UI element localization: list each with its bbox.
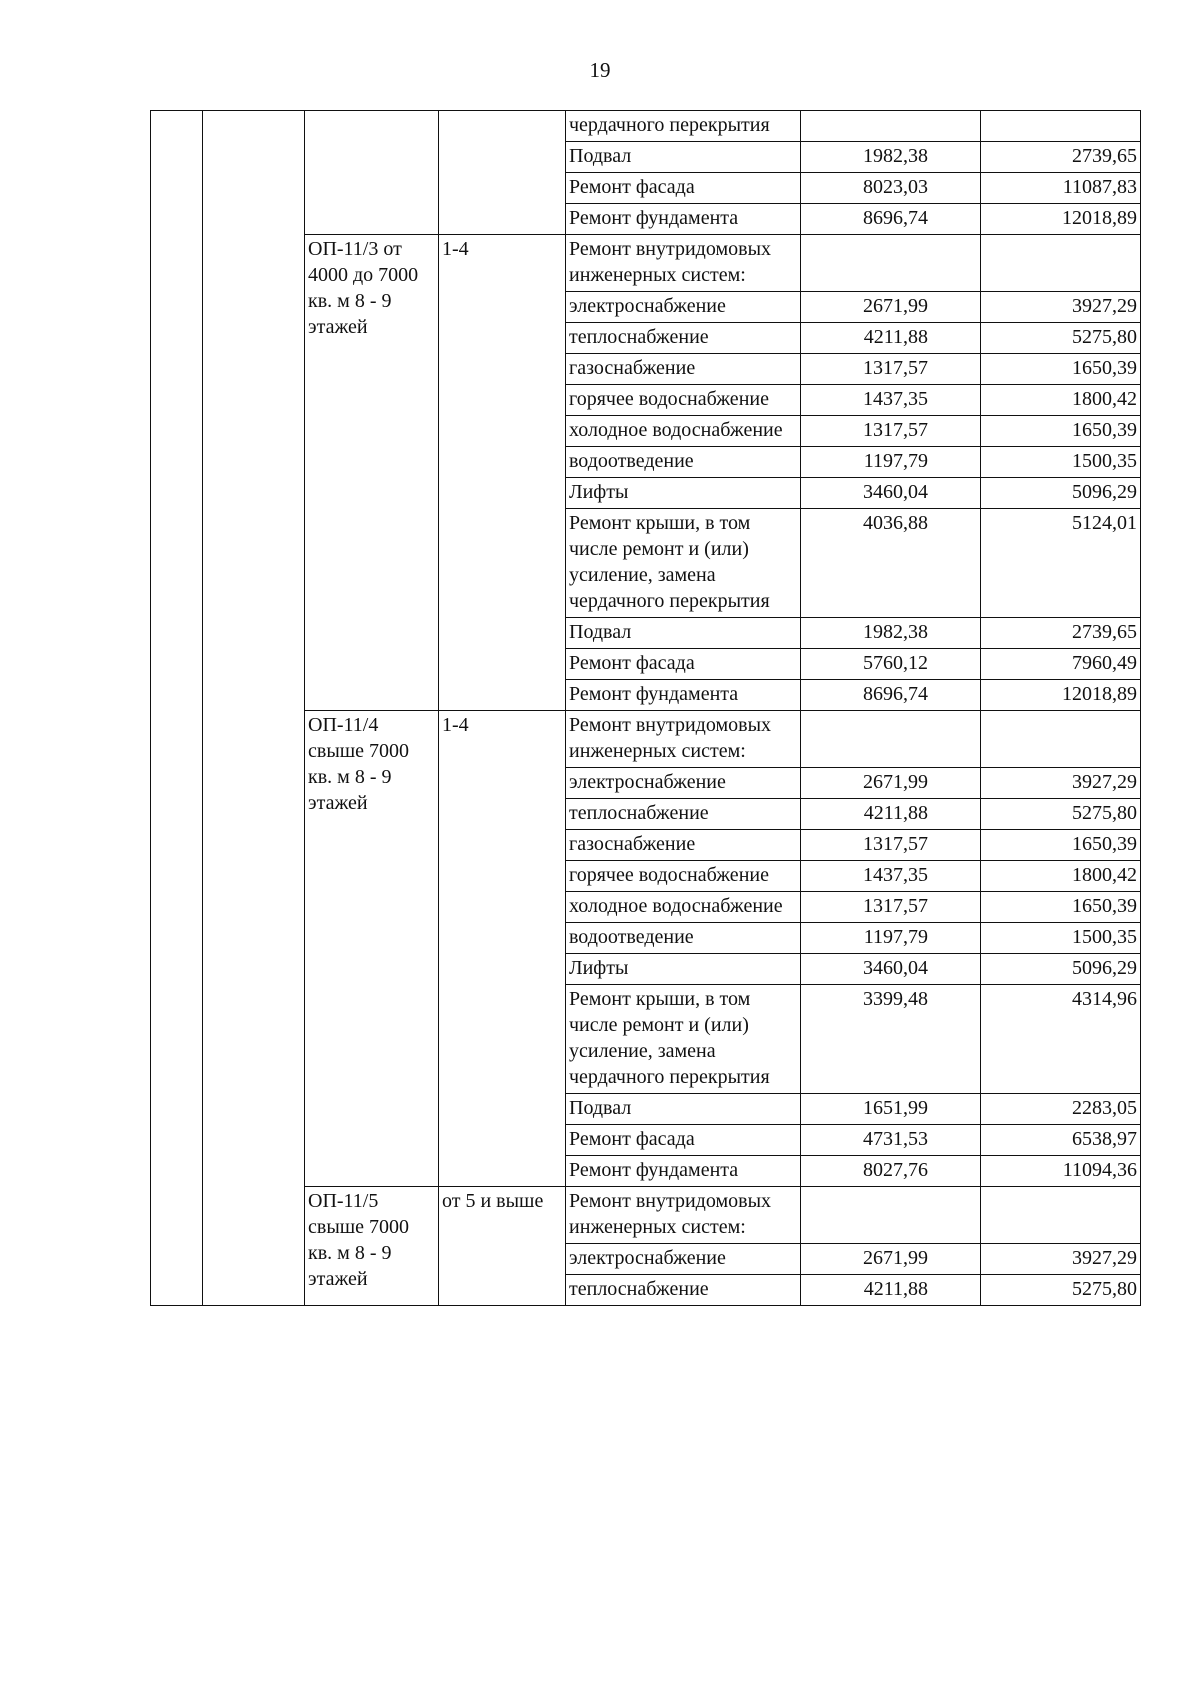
cost-value-2: 3927,29 [981, 768, 1141, 799]
cost-value-2: 1500,35 [981, 447, 1141, 478]
object-type-cell [305, 111, 439, 235]
cost-value-1: 1317,57 [801, 830, 981, 861]
cost-value-1: 3460,04 [801, 478, 981, 509]
work-type-cell: Подвал [566, 142, 801, 173]
work-type-cell: Ремонт фасада [566, 1125, 801, 1156]
cost-value-2: 1650,39 [981, 416, 1141, 447]
cost-value-1: 1197,79 [801, 923, 981, 954]
work-type-cell: чердачного перекрытия [566, 111, 801, 142]
cost-value-2: 5096,29 [981, 478, 1141, 509]
cost-value-1: 4211,88 [801, 323, 981, 354]
work-type-cell: газоснабжение [566, 354, 801, 385]
floors-cell: от 5 и выше [439, 1187, 566, 1306]
object-type-cell: ОП-11/5 свыше 7000 кв. м 8 - 9 этажей [305, 1187, 439, 1306]
work-type-cell: холодное водоснабжение [566, 416, 801, 447]
floors-cell: 1-4 [439, 235, 566, 711]
cost-value-1: 4036,88 [801, 509, 981, 618]
work-type-cell: Лифты [566, 954, 801, 985]
cost-value-2: 5275,80 [981, 799, 1141, 830]
object-type-cell: ОП-11/4 свыше 7000 кв. м 8 - 9 этажей [305, 711, 439, 1187]
cost-value-1: 1317,57 [801, 892, 981, 923]
work-type-cell: водоотведение [566, 923, 801, 954]
cost-value-2: 1650,39 [981, 830, 1141, 861]
cost-value-2 [981, 235, 1141, 292]
work-type-cell: водоотведение [566, 447, 801, 478]
work-type-cell: горячее водоснабжение [566, 861, 801, 892]
cost-value-2 [981, 711, 1141, 768]
cost-value-2 [981, 111, 1141, 142]
cost-value-1: 3460,04 [801, 954, 981, 985]
cost-value-2: 1800,42 [981, 385, 1141, 416]
cost-value-1 [801, 1187, 981, 1244]
work-type-cell: электроснабжение [566, 768, 801, 799]
cost-value-1 [801, 235, 981, 292]
floors-cell [439, 111, 566, 235]
cost-value-1: 2671,99 [801, 292, 981, 323]
work-type-cell: Ремонт внутридомовых инженерных систем: [566, 1187, 801, 1244]
cost-value-2: 5275,80 [981, 1275, 1141, 1306]
cost-value-2: 1650,39 [981, 892, 1141, 923]
cost-value-1: 1982,38 [801, 142, 981, 173]
cost-value-1: 8696,74 [801, 680, 981, 711]
cost-value-2: 6538,97 [981, 1125, 1141, 1156]
work-type-cell: Подвал [566, 1094, 801, 1125]
work-type-cell: электроснабжение [566, 1244, 801, 1275]
cost-value-1 [801, 711, 981, 768]
empty-column-1 [151, 111, 203, 1306]
cost-value-2: 5096,29 [981, 954, 1141, 985]
work-type-cell: Ремонт фундамента [566, 680, 801, 711]
work-type-cell: Ремонт внутридомовых инженерных систем: [566, 711, 801, 768]
cost-value-2: 12018,89 [981, 204, 1141, 235]
cost-value-1: 8023,03 [801, 173, 981, 204]
work-type-cell: Подвал [566, 618, 801, 649]
cost-value-1: 3399,48 [801, 985, 981, 1094]
cost-value-1: 8027,76 [801, 1156, 981, 1187]
cost-value-2: 11087,83 [981, 173, 1141, 204]
cost-value-1: 1437,35 [801, 385, 981, 416]
work-type-cell: теплоснабжение [566, 799, 801, 830]
object-type-cell: ОП-11/3 от 4000 до 7000 кв. м 8 - 9 этажей [305, 235, 439, 711]
cost-value-2: 2283,05 [981, 1094, 1141, 1125]
table-row [151, 111, 1141, 142]
work-type-cell: Ремонт внутридомовых инженерных систем: [566, 235, 801, 292]
cost-value-1 [801, 111, 981, 142]
cost-value-1: 2671,99 [801, 768, 981, 799]
cost-value-2: 1800,42 [981, 861, 1141, 892]
cost-value-2: 3927,29 [981, 1244, 1141, 1275]
work-type-cell: Ремонт крыши, в том числе ремонт и (или) усиление, замена чердачного перекрытия [566, 509, 801, 618]
cost-value-1: 1317,57 [801, 416, 981, 447]
cost-value-2: 5124,01 [981, 509, 1141, 618]
cost-value-2: 1650,39 [981, 354, 1141, 385]
work-type-cell: Ремонт фундамента [566, 1156, 801, 1187]
cost-value-1: 5760,12 [801, 649, 981, 680]
cost-value-2: 7960,49 [981, 649, 1141, 680]
cost-value-1: 1317,57 [801, 354, 981, 385]
cost-value-2: 3927,29 [981, 292, 1141, 323]
page-number: 19 [589, 58, 611, 82]
work-type-cell: Ремонт фасада [566, 649, 801, 680]
cost-value-2 [981, 1187, 1141, 1244]
work-type-cell: горячее водоснабжение [566, 385, 801, 416]
work-type-cell: Ремонт фундамента [566, 204, 801, 235]
cost-value-2: 2739,65 [981, 142, 1141, 173]
cost-value-2: 2739,65 [981, 618, 1141, 649]
cost-value-2: 5275,80 [981, 323, 1141, 354]
work-type-cell: электроснабжение [566, 292, 801, 323]
empty-column-2 [203, 111, 305, 1306]
cost-value-2: 4314,96 [981, 985, 1141, 1094]
floors-cell: 1-4 [439, 711, 566, 1187]
cost-value-1: 8696,74 [801, 204, 981, 235]
work-type-cell: Ремонт крыши, в том числе ремонт и (или) усиление, замена чердачного перекрытия [566, 985, 801, 1094]
work-type-cell: теплоснабжение [566, 323, 801, 354]
work-type-cell: холодное водоснабжение [566, 892, 801, 923]
cost-value-1: 1982,38 [801, 618, 981, 649]
cost-value-1: 1651,99 [801, 1094, 981, 1125]
cost-value-1: 4211,88 [801, 799, 981, 830]
cost-value-2: 1500,35 [981, 923, 1141, 954]
cost-value-1: 1197,79 [801, 447, 981, 478]
cost-value-2: 11094,36 [981, 1156, 1141, 1187]
work-type-cell: Лифты [566, 478, 801, 509]
work-type-cell: теплоснабжение [566, 1275, 801, 1306]
work-type-cell: Ремонт фасада [566, 173, 801, 204]
cost-value-1: 4731,53 [801, 1125, 981, 1156]
work-type-cell: газоснабжение [566, 830, 801, 861]
cost-value-1: 4211,88 [801, 1275, 981, 1306]
cost-value-1: 1437,35 [801, 861, 981, 892]
cost-value-2: 12018,89 [981, 680, 1141, 711]
cost-value-1: 2671,99 [801, 1244, 981, 1275]
rates-table [150, 110, 1141, 1306]
